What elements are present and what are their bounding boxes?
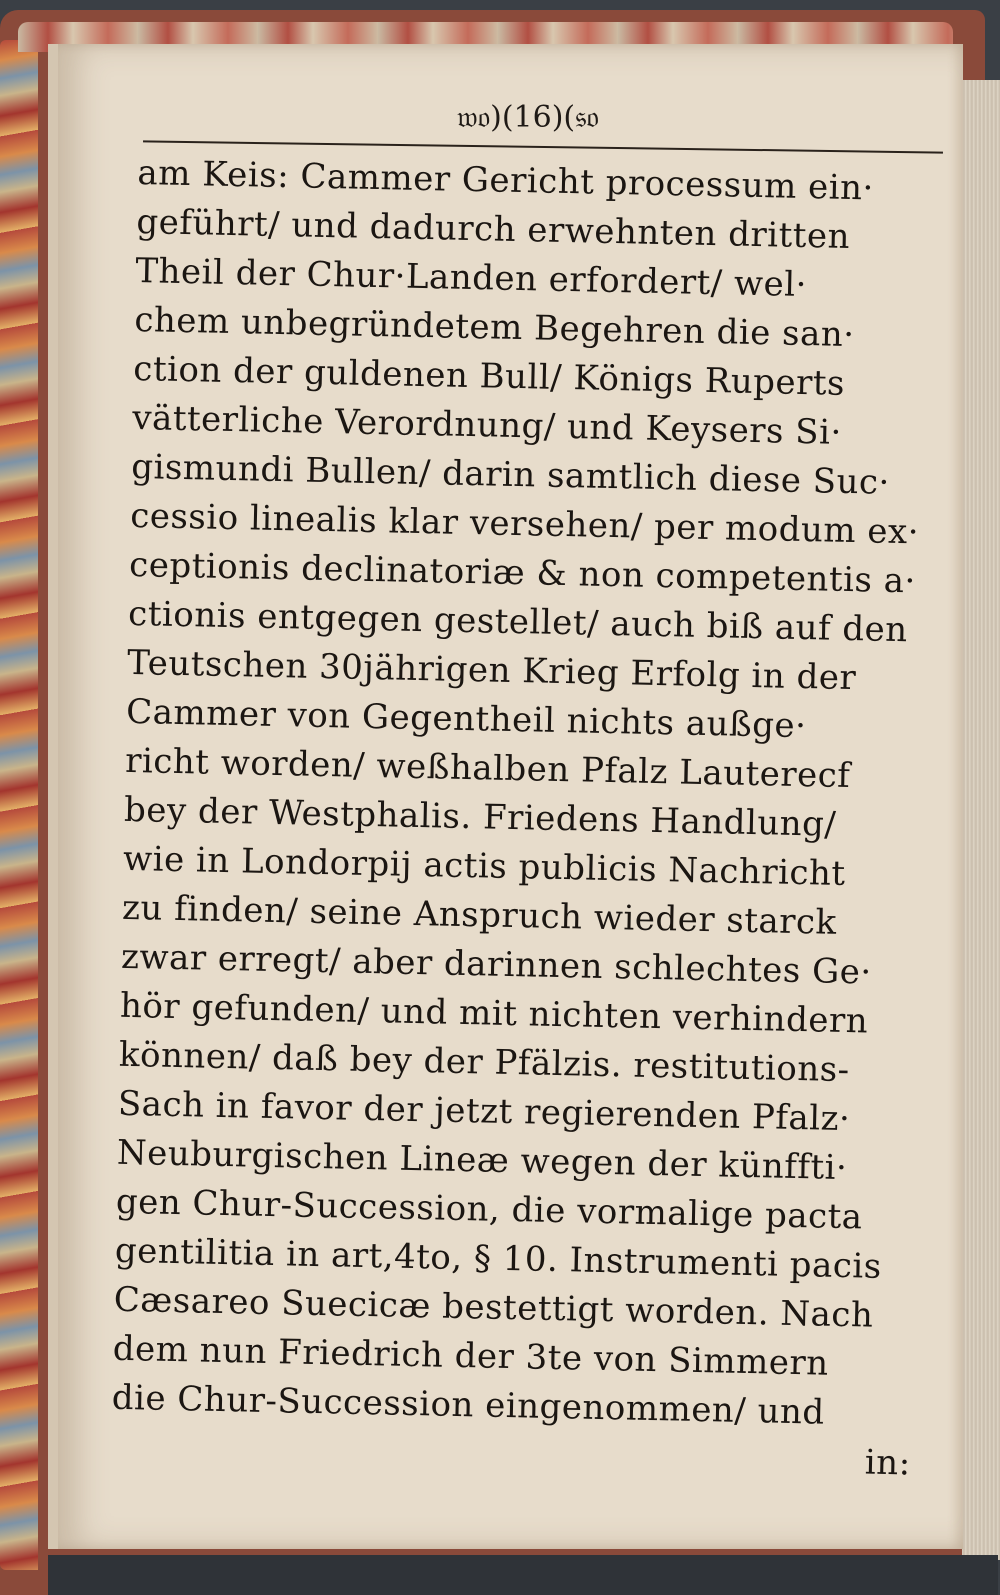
text-line: zwar erregt/ aber darinnen schlechtes Ge· — [120, 936, 873, 993]
fore-edge-pages — [962, 80, 1000, 1560]
text-line: gentilitia in art,4to, § 10. Instrumenti pacis — [114, 1230, 883, 1287]
text-line: Cammer von Gegentheil nichts außge· — [125, 691, 807, 747]
text-line: vätterliche Verordnung/ und Keysers Si· — [131, 397, 843, 453]
text-line: Sach in favor der jetzt regierenden Pfalz· — [117, 1083, 851, 1140]
marbled-edge — [0, 40, 38, 1570]
background-table — [48, 1555, 998, 1595]
text-line: die Chur-Succession eingenommen/ und — [111, 1377, 826, 1433]
text-line: ceptionis declinatoriæ & non competentis a· — [128, 544, 917, 602]
page-header: 𝔴𝔬)(16)(𝔰𝔬 — [457, 100, 599, 135]
book-page — [48, 44, 963, 1549]
text-line: gismundi Bullen/ darin samtlich diese Suc· — [130, 446, 891, 503]
text-line: bey der Westphalis. Friedens Handlung/ — [123, 789, 837, 845]
catchword: in: — [864, 1442, 912, 1484]
text-line: am Keis: Cammer Gericht processum ein· — [137, 152, 875, 209]
text-line: geführt/ und dadurch erwehnten dritten — [136, 201, 851, 257]
text-line: können/ daß bey der Pfälzis. restitutions- — [118, 1034, 851, 1091]
text-line: richt worden/ weßhalben Pfalz Lauterecf — [124, 740, 851, 797]
text-line: cessio linealis klar versehen/ per modum ex· — [129, 495, 920, 553]
text-line: Teutschen 30jährigen Krieg Erfolg in der — [126, 642, 857, 699]
text-line: dem nun Friedrich der 3te von Simmern — [112, 1328, 830, 1384]
text-line: Cæsareo Suecicæ bestettigt worden. Nach — [113, 1279, 874, 1336]
text-line: zu finden/ seine Anspruch wieder starck — [121, 887, 838, 943]
text-line: chem unbegründetem Begehren die san· — [134, 299, 855, 356]
page-text — [110, 149, 958, 1489]
text-line: wie in Londorpij actis publicis Nachricht — [122, 838, 846, 894]
text-line: gen Chur-Succession, die vormalige pacta — [115, 1181, 863, 1238]
text-line: hör gefunden/ und mit nichten verhindern — [119, 985, 869, 1042]
text-line: ction der guldenen Bull/ Königs Ruperts — [132, 348, 846, 404]
text-line: Theil der Chur·Landen erfordert/ wel· — [135, 250, 808, 306]
text-line: Neuburgischen Lineæ wegen der künffti· — [116, 1132, 848, 1189]
text-line: ctionis entgegen gestellet/ auch biß auf den — [127, 593, 909, 651]
